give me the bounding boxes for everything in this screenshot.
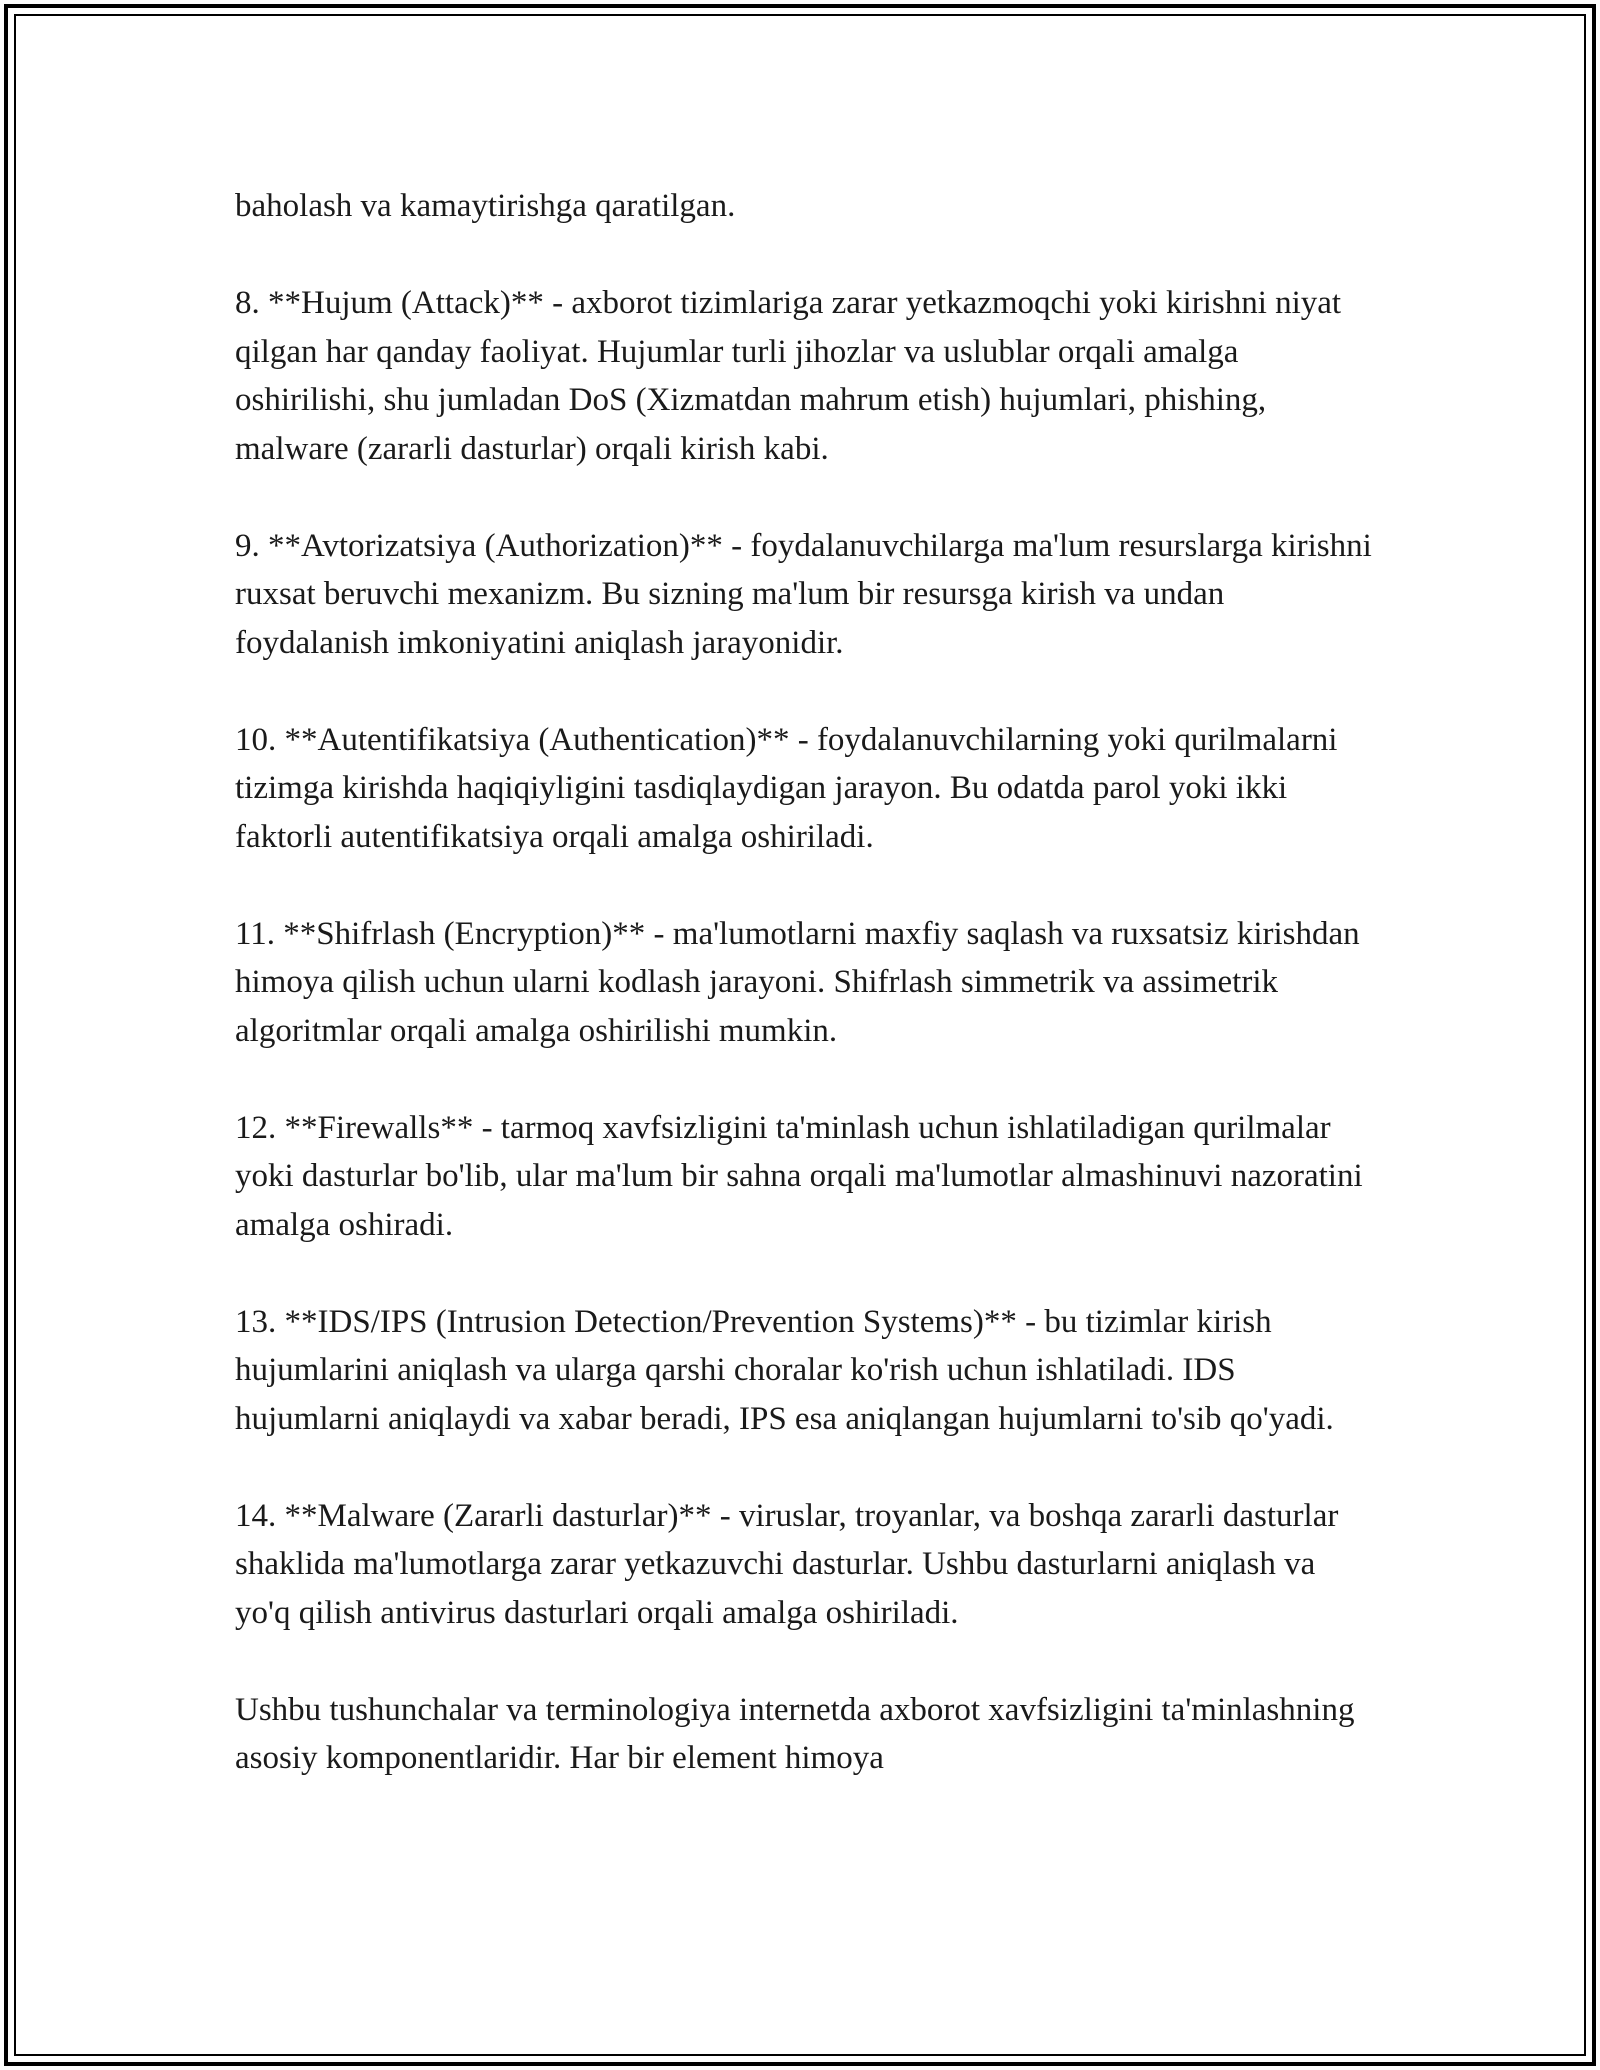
paragraph-conclusion: Ushbu tushunchalar va terminologiya internetda axborot xavfsizligini ta'minlashning asosiy komponentlaridir. Har bir element himoya — [235, 1691, 1355, 1776]
paragraph-firewalls: 12. **Firewalls** - tarmoq xavfsizligini ta'minlash uchun ishlatiladigan qurilmalar yoki dasturlar bo'lib, ular ma'lum bir sahna orqali ma'lumotlar almashinuvi nazoratini amalga oshiradi. — [235, 1109, 1363, 1243]
paragraph-ids-ips: 13. **IDS/IPS (Intrusion Detection/Prevention Systems)** - bu tizimlar kirish hujumlarini aniqlash va ularga qarshi choralar ko'rish uchun ishlatiladi. IDS hujumlarni aniqlaydi va xabar beradi, IPS esa aniqlangan hujumlarni to'sib qo'yadi. — [235, 1303, 1334, 1437]
paragraph-authorization: 9. **Avtorizatsiya (Authorization)** - foydalanuvchilarga ma'lum resurslarga kirishni ruxsat beruvchi mexanizm. Bu sizning ma'lum bir resursga kirish va undan foydalanish imkoniyatini aniqlash jarayonidir. — [235, 527, 1372, 661]
paragraph-attack: 8. **Hujum (Attack)** - axborot tizimlariga zarar yetkazmoqchi yoki kirishni niyat qilgan har qanday faoliyat. Hujumlar turli jihozlar va uslublar orqali amalga oshirilishi, shu jumladan DoS (Xizmatdan mahrum etish) hujumlari, phishing, malware (zararli dasturlar) orqali kirish kabi. — [235, 285, 1342, 467]
document-body — [235, 182, 1375, 1783]
paragraph-encryption: 11. **Shifrlash (Encryption)** - ma'lumotlarni maxfiy saqlash va ruxsatsiz kirishdan himoya qilish uchun ularni kodlash jarayoni. Shifrlash simmetrik va assimetrik algoritmlar orqali amalga oshirilishi mumkin. — [235, 915, 1360, 1049]
paragraph-authentication: 10. **Autentifikatsiya (Authentication)** - foydalanuvchilarning yoki qurilmalarni tizimga kirishda haqiqiyligini tasdiqlaydigan jarayon. Bu odatda parol yoki ikki faktorli autentifikatsiya orqali amalga oshiriladi. — [235, 721, 1338, 855]
paragraph-malware: 14. **Malware (Zararli dasturlar)** - viruslar, troyanlar, va boshqa zararli dasturlar shaklida ma'lumotlarga zarar yetkazuvchi dasturlar. Ushbu dasturlarni aniqlash va yo'q qilish antivirus dasturlari orqali amalga oshiriladi. — [235, 1497, 1339, 1631]
paragraph-continuation: baholash va kamaytirishga qaratilgan. — [235, 188, 736, 224]
